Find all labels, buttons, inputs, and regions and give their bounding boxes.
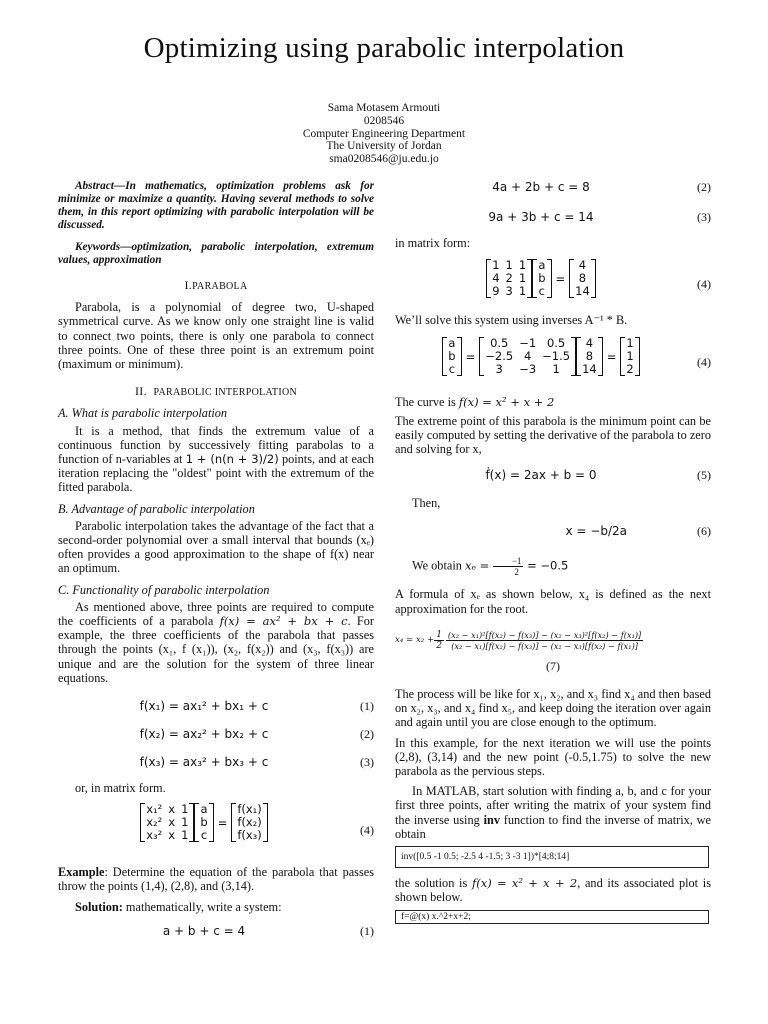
equation-number: (3) bbox=[697, 210, 711, 224]
matrix-cell: 8 bbox=[578, 271, 587, 286]
bold-text: Example bbox=[58, 865, 105, 880]
text: . For example, the three coefficients of the parabola that passes through the points (x₁, f (x₁)), (x₂, f(x₂)) and (x₃, f(x₃)) are unique and are the solution for the system of three linear equations. bbox=[58, 614, 374, 685]
text: , and its associated plot is shown below. bbox=[395, 876, 712, 905]
matrix-cell: −1.5 bbox=[542, 349, 571, 364]
matrix-row bbox=[572, 285, 593, 298]
fraction-half bbox=[434, 630, 444, 651]
inline-math: 1 + (n(n + 3)/2) bbox=[185, 452, 279, 467]
paragraph: We’ll solve this system using inverses A⁻¹ * B. bbox=[395, 313, 628, 328]
matrix-cell: a bbox=[448, 336, 456, 351]
equation-7 bbox=[395, 630, 711, 651]
equation-body: 4a + 2b + c = 8 bbox=[492, 180, 590, 194]
author-department: Computer Engineering Department bbox=[302, 127, 466, 140]
matrix-row bbox=[535, 285, 548, 298]
section-title: PARABOLIC INTERPOLATION bbox=[153, 387, 297, 399]
paragraph: Parabolic interpolation takes the advantage of the fact that a second-order polynomial over a small interval that bounds (xₑ) often provides a good approximation to the shape of f(x) near an optimum. bbox=[58, 518, 374, 576]
equation-body: ḟ(x) = 2ax + b = 0 bbox=[485, 468, 597, 483]
equation-body: x = −b/2a bbox=[565, 524, 627, 539]
matrix-cell: x bbox=[168, 802, 176, 817]
matrix-cell: 1 bbox=[181, 828, 189, 843]
matrix-cell: x₂² bbox=[146, 815, 163, 830]
paragraph bbox=[395, 876, 711, 904]
vector bbox=[194, 803, 213, 842]
section-title: PARABOLA bbox=[192, 281, 248, 292]
text: mathematically, write a system: bbox=[122, 899, 282, 914]
author-id: 0208546 bbox=[363, 114, 405, 127]
section-number: I. bbox=[184, 278, 193, 292]
equation-number: (1) bbox=[360, 699, 374, 714]
inline-math: = −0.5 bbox=[523, 558, 569, 573]
equation-3b bbox=[395, 204, 711, 232]
matrix-cell: 1 bbox=[626, 336, 634, 351]
paragraph: A formula of xₑ as shown below, x₄ is defined as the next approximation for the root. bbox=[395, 587, 711, 616]
matrix-cell: 1 bbox=[626, 349, 634, 364]
matrix-cell: 3 bbox=[505, 284, 513, 299]
matrix-row bbox=[445, 363, 458, 376]
denominator: 2 bbox=[436, 640, 442, 651]
matrix-row bbox=[482, 363, 573, 376]
left-column bbox=[58, 180, 374, 946]
equation-number: (4) bbox=[697, 277, 711, 292]
numerator: (x₂ − x₁)²[f(x₂) − f(x₃)] − (x₂ − x₃)²[f(x₂) − f(x₁)] bbox=[447, 629, 642, 640]
matrix-cell: f(x₃) bbox=[237, 828, 262, 843]
matrix-cell: 1 bbox=[181, 815, 189, 830]
fraction-main bbox=[446, 630, 643, 651]
matrix-cell: x₁² bbox=[146, 802, 163, 817]
fraction bbox=[493, 556, 524, 577]
equation-number: (5) bbox=[697, 468, 711, 483]
equation-body: f(x₁) = ax₁² + bx₁ + c bbox=[139, 699, 269, 714]
matrix-cell: x bbox=[168, 828, 176, 843]
vector bbox=[231, 803, 267, 842]
matrix-row bbox=[579, 363, 600, 376]
section-number: II. bbox=[135, 384, 147, 399]
equation-number: (4) bbox=[697, 355, 711, 370]
matrix-row bbox=[197, 829, 210, 842]
matrix-cell: 1 bbox=[518, 271, 527, 286]
matrix-row bbox=[143, 829, 191, 842]
text: The curve is bbox=[395, 395, 459, 410]
matrix-cell: 1 bbox=[518, 284, 527, 299]
inline-math: f(x) = x² + x + 2 bbox=[471, 876, 578, 891]
section-heading-2 bbox=[58, 384, 374, 400]
inline-math: f(x) = ax² + bx + c bbox=[219, 614, 348, 629]
equation-number: (1) bbox=[360, 923, 374, 938]
paragraph bbox=[58, 865, 374, 893]
matrix bbox=[486, 259, 532, 298]
inline-math: xₑ = bbox=[464, 558, 493, 573]
matrix-cell: 14 bbox=[575, 284, 590, 299]
paragraph: in matrix form: bbox=[395, 236, 471, 250]
code-box: inv([0.5 -1 0.5; -2.5 4 -1.5; 3 -3 1])*[4;8;14] bbox=[395, 846, 709, 868]
matrix-cell: −1 bbox=[519, 336, 537, 351]
matrix-cell: 1 bbox=[181, 802, 189, 817]
equation-1b bbox=[58, 918, 374, 946]
matrix-cell: 1 bbox=[505, 258, 513, 273]
matrix-row: a b c = 0.5 −1 0.5 −2.5 4 −1.5 3 −3 1 4 8 14 = 1 1 2 bbox=[395, 337, 711, 376]
bold-text: Solution: bbox=[75, 899, 123, 914]
paragraph bbox=[395, 784, 711, 841]
matrix-row: x₁² x 1 x₂² x 1 x₃² x 1 a b c = f(x₁) f(x₂) f(x₃) bbox=[58, 803, 374, 842]
matrix-row: 1 1 1 4 2 1 9 3 1 a b c = 4 8 14 bbox=[395, 259, 711, 298]
matrix-cell: 14 bbox=[582, 362, 597, 377]
paragraph bbox=[58, 424, 374, 495]
matrix-cell: a bbox=[538, 258, 546, 273]
text: function to find the inverse of matrix, we obtain bbox=[395, 812, 712, 841]
equation-body: f(x₃) = ax₃² + bx₃ + c bbox=[139, 755, 269, 770]
equation-1 bbox=[58, 693, 374, 721]
equation-lhs: x₄ = x₂ + bbox=[395, 635, 435, 646]
vector bbox=[620, 337, 639, 376]
matrix-row bbox=[489, 285, 529, 298]
equation-3 bbox=[58, 749, 374, 777]
text: We obtain bbox=[412, 558, 465, 573]
equation-number: (3) bbox=[360, 755, 374, 770]
abstract: Abstract—In mathematics, optimization problems ask for minimize or maximize a quantity. Having several methods to solve them, in this report optimizing with parabolic interpolation will be discussed. bbox=[58, 180, 374, 231]
matrix-cell: f(x₂) bbox=[237, 815, 262, 830]
matrix-cell: 2 bbox=[505, 271, 513, 286]
equation-body: f(x₂) = ax₂² + bx₂ + c bbox=[139, 727, 269, 742]
matrix-cell: 0.5 bbox=[546, 336, 566, 351]
matrix-cell: 1 bbox=[518, 258, 527, 273]
author-name: Sama Motasem Armouti bbox=[327, 102, 441, 114]
matrix-cell: x₃² bbox=[146, 828, 163, 843]
vector bbox=[576, 337, 603, 376]
matrix-equation-general bbox=[58, 803, 374, 857]
vector bbox=[442, 337, 461, 376]
paragraph: The extreme point of this parabola is the minimum point can be easily computed by setting the derivative of the parabola to zero and solving for x, bbox=[395, 413, 711, 457]
bold-text: inv bbox=[483, 812, 500, 827]
paragraph: Parabola, is a polynomial of degree two, U-shaped symmetrical curve. As we know only one straight line is valid to connect two points, there is only one parabola to connect three points. One of these three point is an extremum point (maximum or minimum). bbox=[58, 300, 374, 372]
matrix bbox=[140, 803, 194, 842]
vector bbox=[532, 259, 551, 298]
paper-title: Optimizing using parabolic interpolation bbox=[143, 32, 625, 64]
equation-number: (2) bbox=[360, 727, 374, 742]
equation-number: (6) bbox=[697, 524, 711, 539]
matrix-cell: b bbox=[538, 271, 546, 286]
matrix bbox=[479, 337, 576, 376]
matrix-cell: 9 bbox=[492, 284, 500, 299]
matrix-equation-inverse bbox=[395, 337, 711, 387]
author-university: The University of Jordan bbox=[326, 140, 442, 153]
matrix-cell: 8 bbox=[585, 349, 594, 364]
text: : Determine the equation of the parabola that passes throw the points (1,4), (2,8), and (3,14). bbox=[58, 865, 374, 894]
matrix-row bbox=[623, 363, 636, 376]
matrix-cell: 0.5 bbox=[490, 336, 509, 351]
equation-6 bbox=[395, 518, 711, 546]
matrix-cell: −2.5 bbox=[485, 349, 514, 364]
matrix-cell: b bbox=[448, 349, 456, 364]
paragraph: Then, bbox=[412, 496, 441, 511]
text: It is a method, that finds the extremum value of a continuous function by successively fitting parabolas to a function of n-variables at bbox=[58, 423, 374, 467]
equation-number: (2) bbox=[697, 180, 711, 194]
matrix-cell: 4 bbox=[585, 336, 594, 351]
matrix-cell: −3 bbox=[519, 362, 537, 377]
vector bbox=[569, 259, 596, 298]
paragraph: In this example, for the next iteration we will use the points (2,8), (3,14) and the new point (-0.5,1.75) to solve the new parabola as the pervious steps. bbox=[395, 735, 711, 779]
matrix-row bbox=[234, 829, 264, 842]
numerator: 1 bbox=[436, 629, 442, 640]
text: points, and at each iteration replacing the "oldest" point with the extremum of the fitted parabola. bbox=[58, 452, 374, 495]
paragraph bbox=[395, 556, 711, 577]
matrix-cell: 4 bbox=[578, 258, 587, 273]
paragraph: or, in matrix form. bbox=[75, 781, 166, 796]
subsection-heading-b: B. Advantage of parabolic interpolation bbox=[58, 501, 255, 516]
inline-math: f(x) = x² + x + 2 bbox=[458, 395, 555, 410]
denominator: 2 bbox=[514, 567, 519, 578]
subsection-heading-a: A. What is parabolic interpolation bbox=[58, 406, 228, 421]
matrix-cell: x bbox=[168, 815, 176, 830]
author-block bbox=[0, 102, 768, 166]
matrix-cell: 4 bbox=[524, 349, 532, 364]
matrix-cell: c bbox=[200, 828, 208, 843]
matrix-equation-system bbox=[395, 259, 711, 309]
text: In MATLAB, start solution with finding a, b, and c for your first three points, after writing the matrix of your system find the inverse using bbox=[395, 784, 711, 827]
matrix-cell: 4 bbox=[492, 271, 500, 286]
paragraph bbox=[58, 900, 374, 914]
matrix-cell: 1 bbox=[492, 258, 500, 273]
equation-number: (4) bbox=[360, 823, 374, 838]
section-heading-1 bbox=[58, 278, 374, 294]
matrix-cell: a bbox=[200, 802, 208, 817]
matrix-cell: c bbox=[538, 284, 545, 299]
text: As mentioned above, three points are required to compute the coefficients of a parabola bbox=[58, 599, 374, 629]
paragraph: The process will be like for x₁, x₂, and x₃ find x₄ and then based on x₂, x₃, and x₄ find x₅, and keep doing the iteration over again and again until you are close enough to the optimum. bbox=[395, 687, 711, 730]
text: the solution is bbox=[395, 876, 472, 891]
right-column bbox=[395, 180, 711, 928]
matrix-cell: 1 bbox=[552, 362, 560, 377]
matrix-cell: c bbox=[448, 362, 456, 377]
equation-body: 9a + 3b + c = 14 bbox=[488, 210, 594, 224]
matrix-cell: 3 bbox=[495, 362, 503, 377]
equation-number: (7) bbox=[546, 658, 560, 673]
subsection-heading-c: C. Functionality of parabolic interpolation bbox=[58, 582, 270, 597]
paragraph bbox=[395, 395, 711, 409]
equation-2b bbox=[395, 174, 711, 202]
matrix-cell: f(x₁) bbox=[237, 802, 262, 817]
code-box: f=@(x) x.^2+x+2; bbox=[395, 910, 709, 924]
keywords: Keywords—optimization, parabolic interpolation, extremum values, approximation bbox=[58, 241, 374, 266]
author-email: sma0208546@ju.edu.jo bbox=[329, 153, 439, 166]
denominator: (x₂ − x₁)[f(x₂) − f(x₃)] − (x₂ − x₃)[f(x₂) − f(x₁)] bbox=[451, 640, 638, 651]
matrix-cell: 2 bbox=[626, 362, 634, 377]
equation-body: a + b + c = 4 bbox=[162, 923, 246, 938]
paragraph bbox=[58, 600, 374, 685]
equation-2 bbox=[58, 721, 374, 749]
numerator: −1 bbox=[493, 556, 524, 567]
matrix-cell: b bbox=[200, 815, 208, 830]
equation-5 bbox=[395, 462, 711, 490]
